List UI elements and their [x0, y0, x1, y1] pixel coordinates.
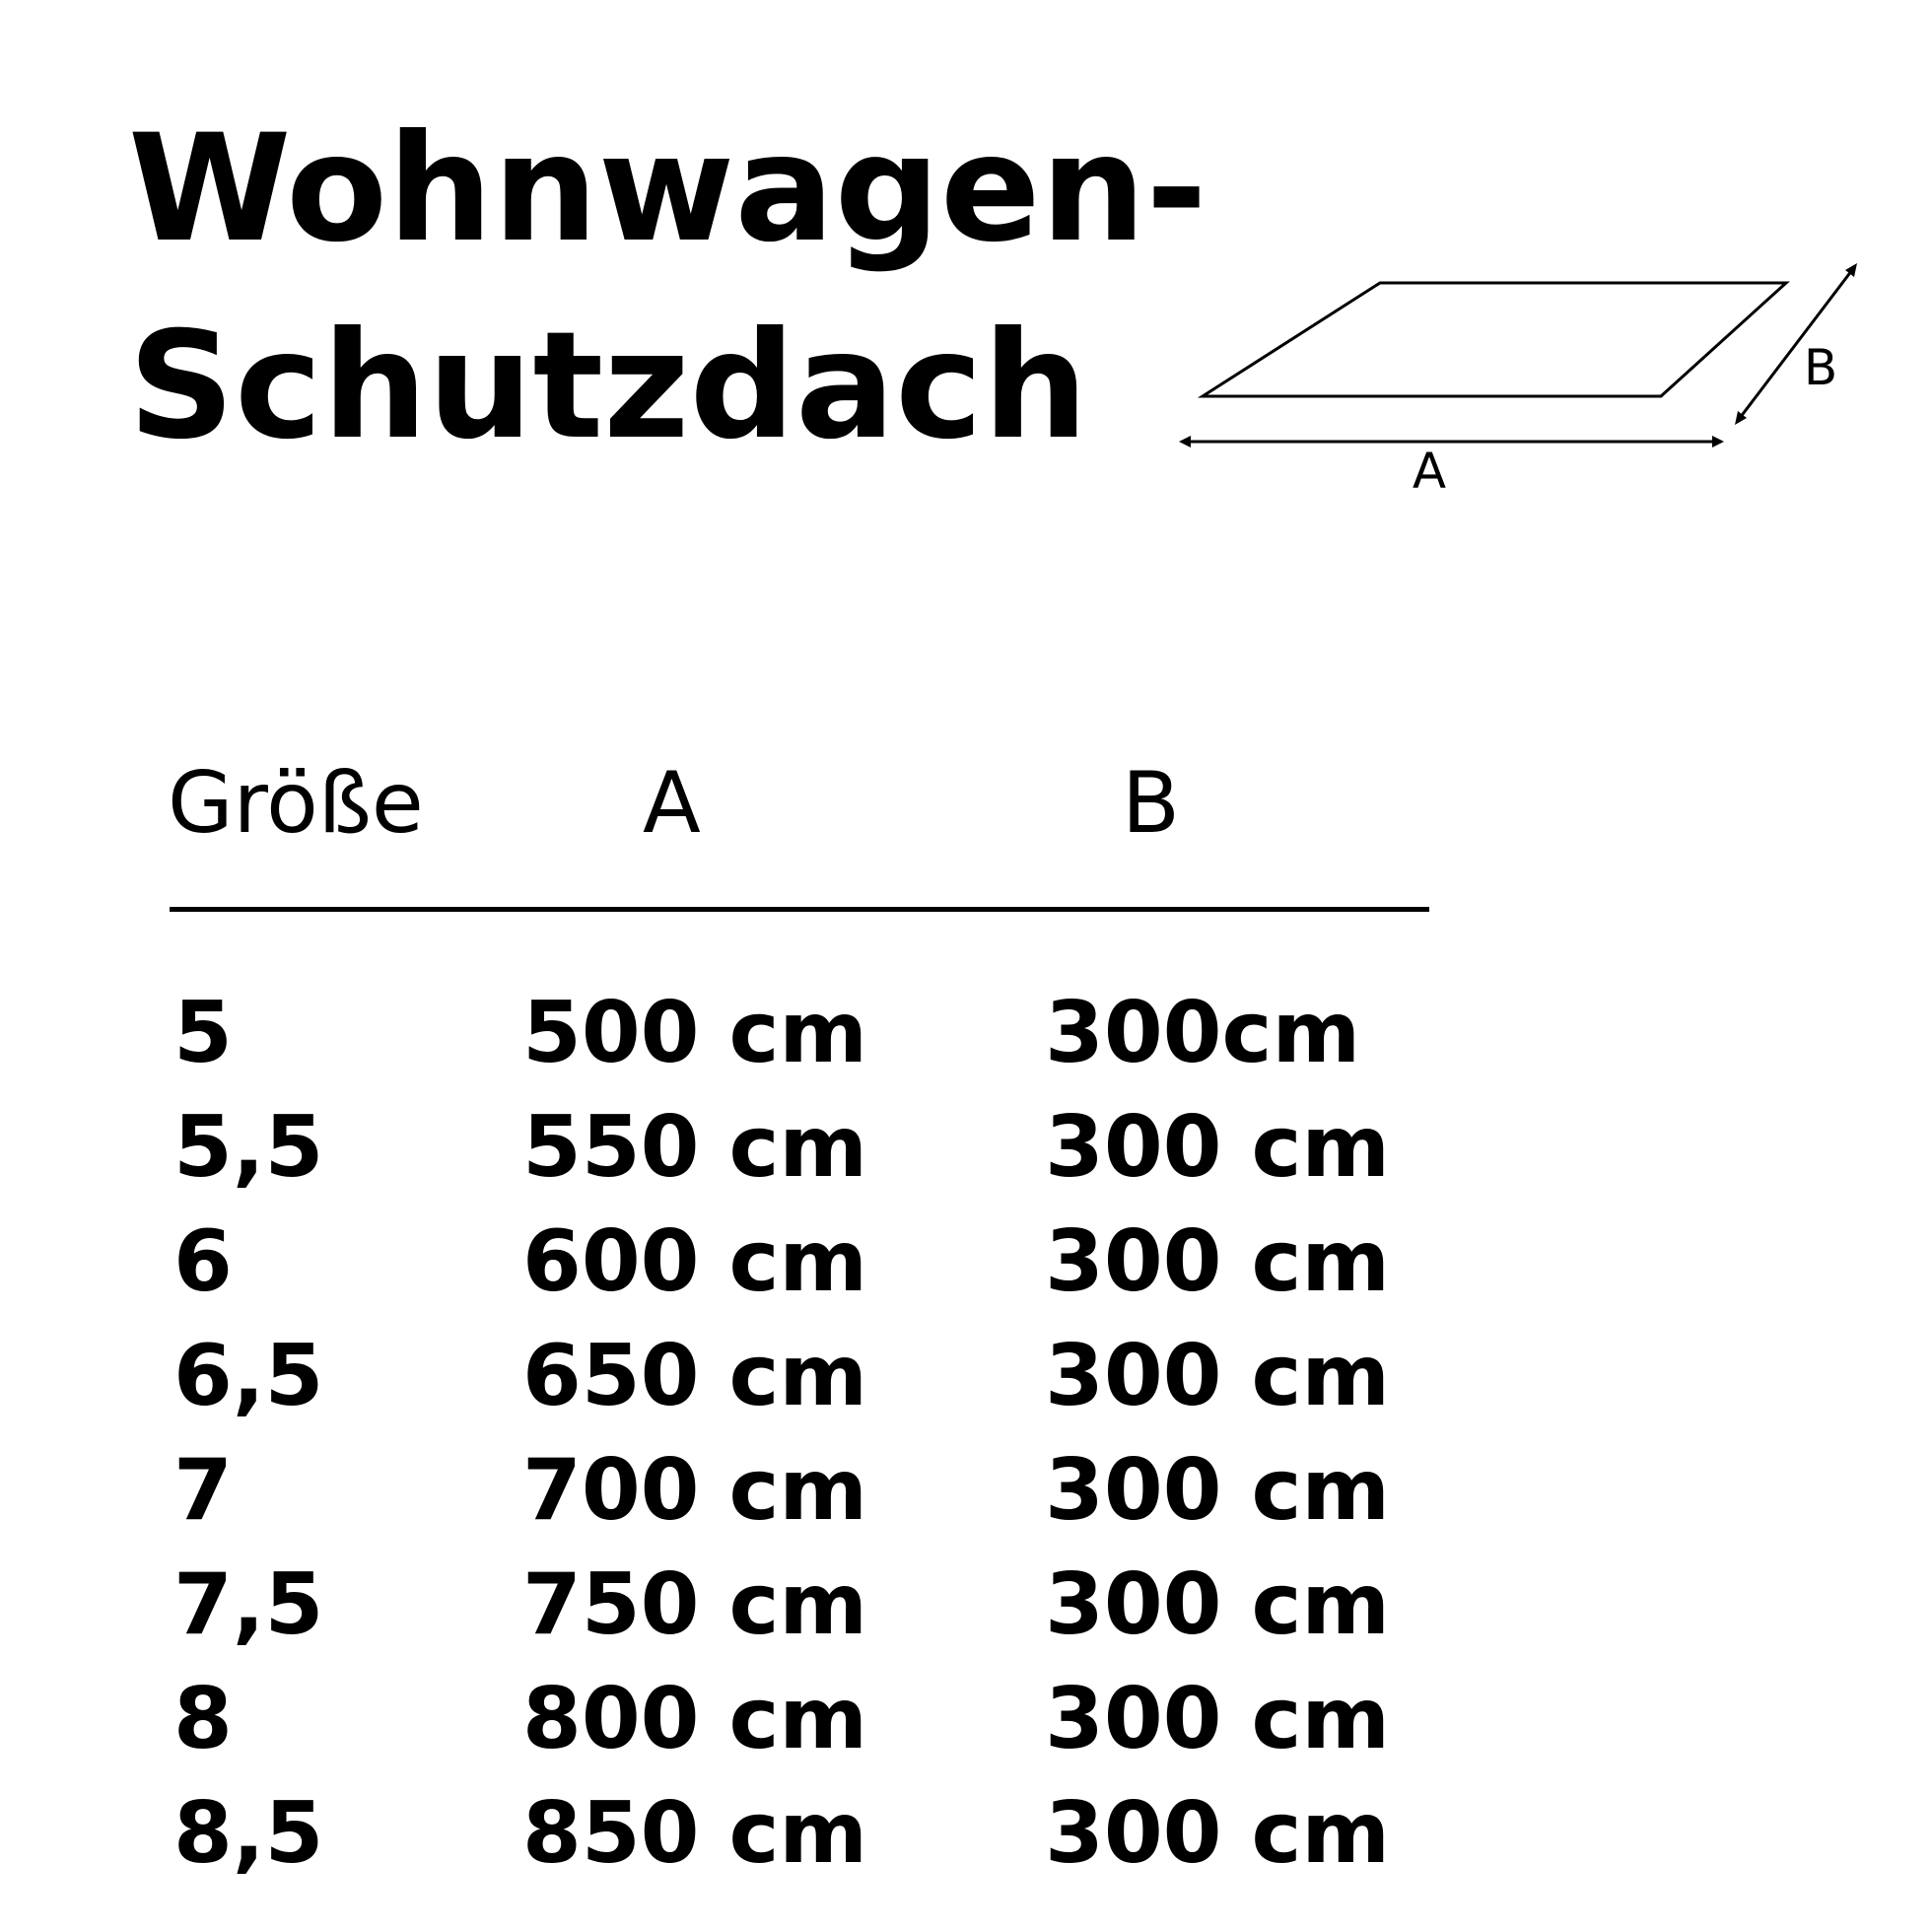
- dimension-a-arrow-right: [1712, 436, 1724, 448]
- table-row: [0, 976, 1932, 1090]
- title-line-1: Wohnwagen-: [128, 104, 1208, 275]
- dimension-a-arrow-left: [1179, 436, 1191, 448]
- a-cell: 550 cm: [522, 1098, 868, 1197]
- size-cell: 8: [173, 1670, 233, 1768]
- size-cell: 5,5: [173, 1098, 324, 1197]
- a-cell: 800 cm: [522, 1670, 868, 1768]
- title-line-2: Schutzdach: [128, 301, 1088, 472]
- size-cell: 7,5: [173, 1555, 324, 1654]
- dimension-diagram: [1163, 246, 1873, 522]
- page-title: [128, 91, 1208, 485]
- header-size: Größe: [168, 754, 424, 853]
- header-divider: [170, 907, 1429, 912]
- b-cell: 300 cm: [1045, 1441, 1391, 1540]
- a-cell: 700 cm: [522, 1441, 868, 1540]
- a-cell: 600 cm: [522, 1212, 868, 1311]
- a-cell: 750 cm: [522, 1555, 868, 1654]
- b-cell: 300 cm: [1045, 1327, 1391, 1425]
- b-cell: 300 cm: [1045, 1784, 1391, 1883]
- size-cell: 6,5: [173, 1327, 324, 1425]
- table-row: [0, 1205, 1932, 1319]
- header-a: A: [643, 754, 701, 853]
- table-row: [0, 1776, 1932, 1891]
- size-cell: 5: [173, 984, 233, 1082]
- dimension-a-label: A: [1412, 443, 1447, 500]
- size-cell: 7: [173, 1441, 233, 1540]
- a-cell: 500 cm: [522, 984, 868, 1082]
- size-cell: 6: [173, 1212, 233, 1311]
- table-row: [0, 1548, 1932, 1662]
- b-cell: 300 cm: [1045, 1555, 1391, 1654]
- a-cell: 850 cm: [522, 1784, 868, 1883]
- table-row: [0, 1662, 1932, 1776]
- b-cell: 300 cm: [1045, 1098, 1391, 1197]
- size-cell: 8,5: [173, 1784, 324, 1883]
- a-cell: 650 cm: [522, 1327, 868, 1425]
- header-b: B: [1122, 754, 1180, 853]
- dimension-b-label: B: [1803, 339, 1838, 396]
- b-cell: 300cm: [1045, 984, 1361, 1082]
- table-row: [0, 1319, 1932, 1433]
- b-cell: 300 cm: [1045, 1212, 1391, 1311]
- b-cell: 300 cm: [1045, 1670, 1391, 1768]
- table-row: [0, 1090, 1932, 1205]
- canopy-outline: [1203, 283, 1786, 396]
- table-row: [0, 1433, 1932, 1548]
